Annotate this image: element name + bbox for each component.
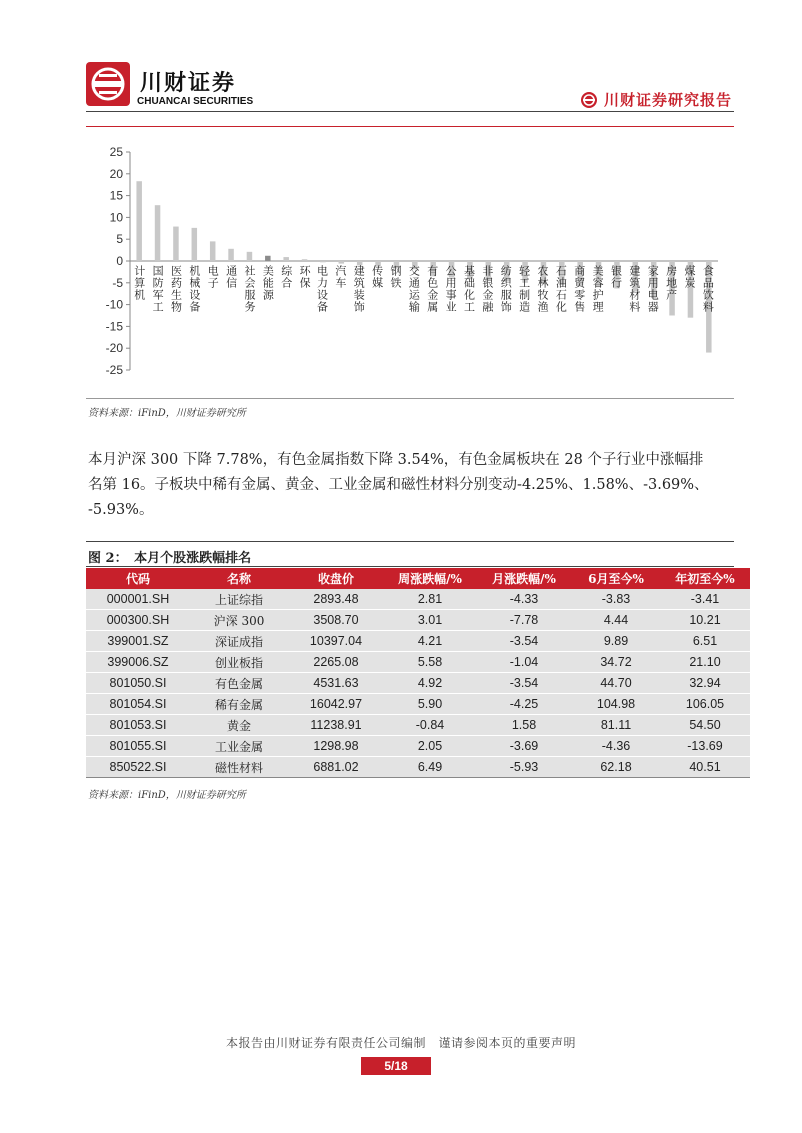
x-category-label: 汽车 (333, 265, 347, 289)
cell-code: 801055.SI (86, 736, 190, 757)
x-category-label: 美能源 (261, 265, 275, 301)
x-category-label: 有色金属 (425, 265, 439, 313)
cell-code: 399001.SZ (86, 631, 190, 652)
x-category-label: 社会服务 (242, 265, 256, 313)
report-title: 川财证券研究报告 (603, 91, 732, 109)
cell-month: -4.25 (476, 694, 572, 715)
stock-ranking-table (86, 568, 750, 778)
x-category-label: 传媒 (370, 265, 384, 289)
figure-title: 图 2： 本月个股涨跌幅排名 (88, 551, 252, 566)
cell-code: 000300.SH (86, 610, 190, 631)
cell-code: 399006.SZ (86, 652, 190, 673)
cell-week: 5.90 (384, 694, 476, 715)
header-divider (86, 111, 734, 112)
x-category-label: 建筑装饰 (352, 265, 366, 313)
brand-name-cn: 川财证券 (140, 71, 237, 96)
cell-week: 6.49 (384, 757, 476, 778)
x-category-label: 房地产 (664, 265, 678, 301)
table-row (86, 757, 750, 778)
cell-ytd: 10.21 (660, 610, 750, 631)
chart-svg (86, 140, 734, 400)
col-month: 月涨跌幅/% (476, 568, 572, 589)
cell-code: 850522.SI (86, 757, 190, 778)
cell-code: 000001.SH (86, 589, 190, 610)
cell-name: 工业金属 (190, 736, 288, 757)
x-category-label: 电力设备 (315, 265, 329, 313)
bar (192, 228, 198, 261)
cell-ytd: 21.10 (660, 652, 750, 673)
bar (228, 249, 234, 261)
col-name: 名称 (190, 568, 288, 589)
bar (302, 259, 308, 261)
x-category-label: 国防军工 (151, 265, 165, 313)
cell-close: 1298.98 (288, 736, 384, 757)
cell-june: -3.83 (572, 589, 660, 610)
cell-close: 4531.63 (288, 673, 384, 694)
cell-close: 6881.02 (288, 757, 384, 778)
footer-notice: 本报告由川财证券有限责任公司编制 谨请参阅本页的重要声明 (225, 1036, 576, 1050)
cell-june: 44.70 (572, 673, 660, 694)
table-row (86, 673, 750, 694)
company-logo (86, 62, 130, 106)
bar (173, 227, 179, 261)
cell-ytd: 40.51 (660, 757, 750, 778)
x-category-label: 家用电器 (646, 265, 660, 313)
cell-ytd: -13.69 (660, 736, 750, 757)
cell-close: 11238.91 (288, 715, 384, 736)
cell-name: 稀有金属 (190, 694, 288, 715)
cell-month: -3.54 (476, 673, 572, 694)
cell-june: 4.44 (572, 610, 660, 631)
cell-june: 62.18 (572, 757, 660, 778)
x-category-label: 机械设备 (187, 265, 201, 313)
x-category-label: 银行 (609, 265, 623, 289)
cell-ytd: 32.94 (660, 673, 750, 694)
col-code: 代码 (86, 568, 190, 589)
cell-june: -4.36 (572, 736, 660, 757)
table-row (86, 736, 750, 757)
x-category-label: 公用事业 (444, 265, 458, 313)
cell-month: -3.54 (476, 631, 572, 652)
y-tick-label: -25 (105, 363, 123, 377)
cell-week: 2.05 (384, 736, 476, 757)
bar (339, 261, 345, 264)
y-tick-label: 5 (116, 232, 123, 247)
header-divider-red (86, 126, 734, 127)
cell-june: 34.72 (572, 652, 660, 673)
x-category-label: 石油石化 (554, 265, 568, 313)
cell-name: 沪深 300 (190, 610, 288, 631)
bar (210, 241, 216, 261)
table-header-row (86, 568, 750, 589)
cell-week: 4.92 (384, 673, 476, 694)
cell-close: 16042.97 (288, 694, 384, 715)
x-category-label: 纺织服饰 (499, 265, 513, 313)
table-row (86, 715, 750, 736)
cell-name: 上证综指 (190, 589, 288, 610)
col-close: 收盘价 (288, 568, 384, 589)
cell-ytd: 6.51 (660, 631, 750, 652)
bar (265, 256, 271, 261)
bar (283, 257, 289, 261)
y-tick-label: 0 (116, 254, 123, 268)
cell-june: 81.11 (572, 715, 660, 736)
page-number: 5/18 (361, 1057, 431, 1075)
cell-week: 4.21 (384, 631, 476, 652)
cell-month: -4.33 (476, 589, 572, 610)
report-logo-icon (580, 91, 598, 109)
x-category-label: 计算机 (132, 265, 146, 301)
y-tick-label: 10 (109, 210, 123, 225)
table-source: 资料来源：iFinD，川财证券研究所 (88, 790, 246, 801)
y-tick-label: 25 (109, 145, 123, 159)
cell-week: -0.84 (384, 715, 476, 736)
y-tick-label: -15 (105, 319, 123, 334)
cell-code: 801054.SI (86, 694, 190, 715)
cell-name: 创业板指 (190, 652, 288, 673)
cell-month: 1.58 (476, 715, 572, 736)
table-row (86, 589, 750, 610)
y-tick-label: -10 (105, 297, 123, 312)
cell-name: 有色金属 (190, 673, 288, 694)
analysis-paragraph (88, 448, 738, 523)
cell-ytd: 54.50 (660, 715, 750, 736)
x-category-label: 医药生物 (169, 265, 183, 313)
industry-change-chart (86, 140, 734, 400)
x-category-label: 商贸零售 (572, 265, 586, 313)
cell-week: 3.01 (384, 610, 476, 631)
cell-name: 磁性材料 (190, 757, 288, 778)
paragraph-line-2: 名第 16。子板块中稀有金属、黄金、工业金属和磁性材料分别变动-4.25%、1.58%、-3.69%、 (88, 477, 709, 493)
cell-name: 深证成指 (190, 631, 288, 652)
bar (155, 205, 161, 261)
chart-bottom-rule (86, 398, 734, 399)
brand-name-en: CHUANCAI SECURITIES (137, 96, 254, 107)
x-category-label: 基础化工 (462, 265, 476, 313)
bar (320, 261, 326, 262)
paragraph-line-1: 本月沪深 300 下降 7.78%，有色金属指数下降 3.54%，有色金属板块在 28 个子行业中涨幅排 (88, 452, 704, 468)
x-category-label: 环保 (298, 265, 312, 289)
report-badge (580, 89, 732, 110)
cell-close: 3508.70 (288, 610, 384, 631)
x-category-label: 钢铁 (388, 265, 402, 289)
chart-source: 资料来源：iFinD，川财证券研究所 (88, 408, 246, 419)
bar (247, 252, 253, 261)
col-week: 周涨跌幅/% (384, 568, 476, 589)
x-category-label: 建筑材料 (627, 265, 641, 313)
cell-month: -7.78 (476, 610, 572, 631)
x-category-label: 综合 (279, 265, 293, 289)
table-row (86, 631, 750, 652)
y-tick-label: 20 (109, 166, 123, 181)
cell-close: 2893.48 (288, 589, 384, 610)
x-category-label: 非银金融 (480, 265, 494, 313)
y-tick-label: 15 (109, 188, 123, 203)
x-category-label: 美容护理 (591, 265, 605, 313)
y-tick-label: -20 (105, 341, 123, 356)
x-category-label: 交通运输 (407, 265, 421, 313)
x-category-label: 煤炭 (682, 265, 696, 289)
table-row (86, 652, 750, 673)
col-ytd: 年初至今% (660, 568, 750, 589)
cell-name: 黄金 (190, 715, 288, 736)
x-category-label: 轻工制造 (517, 265, 531, 313)
cell-code: 801053.SI (86, 715, 190, 736)
cell-month: -3.69 (476, 736, 572, 757)
figure-title-rule (86, 566, 734, 567)
figure-top-rule (86, 541, 734, 542)
cell-week: 2.81 (384, 589, 476, 610)
cell-month: -5.93 (476, 757, 572, 778)
x-category-label: 通信 (224, 265, 238, 289)
table-row (86, 610, 750, 631)
cell-june: 9.89 (572, 631, 660, 652)
cell-month: -1.04 (476, 652, 572, 673)
y-tick-label: -5 (112, 275, 123, 290)
bar (136, 181, 142, 261)
cell-close: 10397.04 (288, 631, 384, 652)
table-row (86, 694, 750, 715)
x-category-label: 农林牧渔 (535, 265, 549, 313)
cell-week: 5.58 (384, 652, 476, 673)
x-category-label: 电子 (206, 265, 220, 289)
cell-code: 801050.SI (86, 673, 190, 694)
cell-ytd: -3.41 (660, 589, 750, 610)
cell-june: 104.98 (572, 694, 660, 715)
paragraph-line-3: -5.93%。 (88, 502, 154, 518)
col-june: 6月至今% (572, 568, 660, 589)
cell-ytd: 106.05 (660, 694, 750, 715)
cell-close: 2265.08 (288, 652, 384, 673)
x-category-label: 食品饮料 (701, 265, 715, 313)
